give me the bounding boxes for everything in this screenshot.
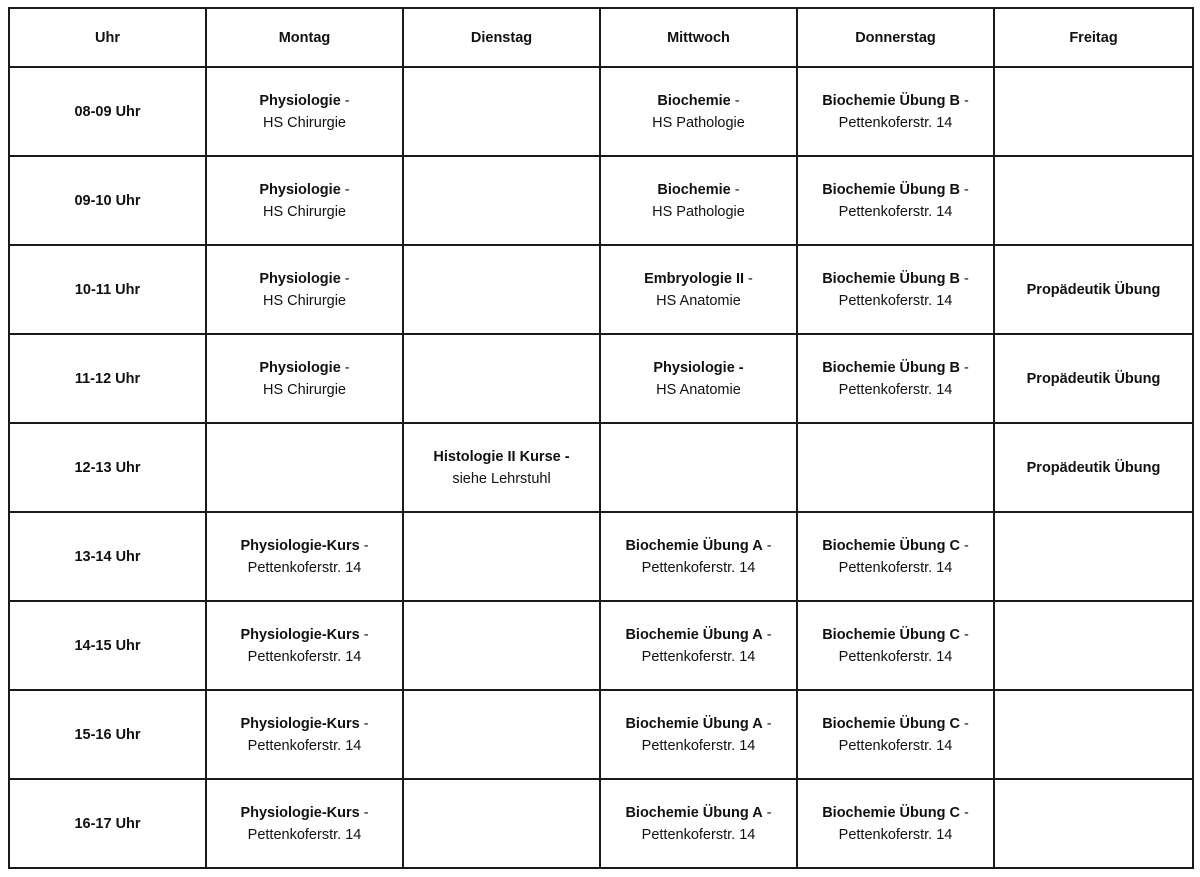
- course-location: Pettenkoferstr. 14: [247, 737, 362, 754]
- cell-friday: [994, 334, 1193, 423]
- cell-tuesday: [403, 334, 600, 423]
- time-slot-label: 11-12 Uhr: [9, 334, 206, 423]
- table-row: [9, 779, 1193, 868]
- cell-tuesday: [403, 423, 600, 512]
- course-name: Biochemie Übung B: [822, 270, 960, 287]
- cell-friday: [994, 423, 1193, 512]
- course-separator: -: [959, 626, 969, 643]
- course-line: [802, 90, 989, 112]
- cell-thursday: [797, 334, 994, 423]
- course-separator: -: [744, 270, 753, 287]
- course-location: siehe Lehrstuhl: [452, 470, 551, 487]
- header-monday: Montag: [206, 8, 403, 67]
- course-location: Pettenkoferstr. 14: [838, 381, 953, 398]
- course-line: [605, 802, 792, 824]
- course-separator: -: [340, 92, 350, 109]
- course-location: HS Anatomie: [656, 292, 741, 309]
- header-thursday: Donnerstag: [797, 8, 994, 67]
- course-separator: -: [959, 537, 969, 554]
- cell-tuesday: [403, 156, 600, 245]
- course-location: Pettenkoferstr. 14: [247, 559, 362, 576]
- course-line: [211, 713, 398, 735]
- cell-monday: [206, 334, 403, 423]
- course-line: [999, 368, 1188, 390]
- cell-wednesday: [600, 67, 797, 156]
- course-line: [211, 357, 398, 379]
- cell-tuesday: [403, 245, 600, 334]
- cell-monday: [206, 245, 403, 334]
- course-line: [605, 179, 792, 201]
- course-separator: -: [730, 92, 740, 109]
- course-name: Physiologie-Kurs: [240, 537, 360, 554]
- time-slot-label: 13-14 Uhr: [9, 512, 206, 601]
- course-location: Pettenkoferstr. 14: [247, 826, 362, 843]
- time-slot-label: 10-11 Uhr: [9, 245, 206, 334]
- cell-wednesday: [600, 690, 797, 779]
- course-separator: -: [762, 537, 772, 554]
- cell-thursday: [797, 601, 994, 690]
- course-line: [605, 90, 792, 112]
- cell-friday: [994, 156, 1193, 245]
- table-row: [9, 245, 1193, 334]
- cell-monday: [206, 601, 403, 690]
- course-separator: -: [340, 181, 350, 198]
- course-separator: -: [359, 715, 369, 732]
- cell-wednesday: [600, 334, 797, 423]
- course-location: HS Anatomie: [656, 381, 741, 398]
- course-line: [605, 713, 792, 735]
- cell-monday: [206, 690, 403, 779]
- header-time: Uhr: [9, 8, 206, 67]
- course-location: HS Chirurgie: [263, 203, 346, 220]
- time-slot-label: 12-13 Uhr: [9, 423, 206, 512]
- course-line: [605, 624, 792, 646]
- course-name: Physiologie-Kurs: [240, 804, 360, 821]
- course-line: [802, 179, 989, 201]
- course-name: Physiologie -: [653, 359, 744, 376]
- header-wednesday: Mittwoch: [600, 8, 797, 67]
- course-location: HS Chirurgie: [263, 292, 346, 309]
- cell-thursday: [797, 423, 994, 512]
- course-line: [211, 624, 398, 646]
- course-line: [802, 535, 989, 557]
- course-line: [605, 268, 792, 290]
- cell-tuesday: [403, 67, 600, 156]
- header-tuesday: Dienstag: [403, 8, 600, 67]
- course-line: [211, 179, 398, 201]
- course-name: Histologie II Kurse -: [433, 448, 570, 465]
- cell-wednesday: [600, 423, 797, 512]
- course-separator: -: [959, 715, 969, 732]
- course-name: Physiologie: [259, 359, 341, 376]
- cell-monday: [206, 156, 403, 245]
- course-name: Biochemie: [657, 92, 731, 109]
- course-line: [605, 535, 792, 557]
- time-slot-label: 16-17 Uhr: [9, 779, 206, 868]
- course-separator: -: [762, 804, 772, 821]
- course-separator: -: [762, 715, 772, 732]
- cell-monday: [206, 423, 403, 512]
- course-location: Pettenkoferstr. 14: [641, 737, 756, 754]
- table-row: [9, 156, 1193, 245]
- cell-friday: [994, 779, 1193, 868]
- course-location: Pettenkoferstr. 14: [838, 203, 953, 220]
- course-name: Physiologie-Kurs: [240, 715, 360, 732]
- cell-monday: [206, 512, 403, 601]
- course-location: Pettenkoferstr. 14: [641, 559, 756, 576]
- course-location: Pettenkoferstr. 14: [838, 559, 953, 576]
- time-slot-label: 09-10 Uhr: [9, 156, 206, 245]
- course-location: Pettenkoferstr. 14: [838, 826, 953, 843]
- course-name: Biochemie Übung C: [822, 537, 960, 554]
- course-line: [802, 713, 989, 735]
- cell-friday: [994, 67, 1193, 156]
- course-name: Embryologie II: [644, 270, 745, 287]
- cell-thursday: [797, 690, 994, 779]
- time-slot-label: 08-09 Uhr: [9, 67, 206, 156]
- course-line: [802, 802, 989, 824]
- table-row: [9, 423, 1193, 512]
- course-name: Propädeutik Übung: [1026, 281, 1161, 298]
- course-separator: -: [359, 804, 369, 821]
- course-line: [802, 268, 989, 290]
- course-line: [408, 446, 595, 468]
- course-line: [999, 279, 1188, 301]
- timetable-body: [9, 67, 1193, 868]
- course-name: Biochemie Übung C: [822, 715, 960, 732]
- cell-thursday: [797, 156, 994, 245]
- course-location: Pettenkoferstr. 14: [641, 648, 756, 665]
- header-row: [9, 8, 1193, 67]
- cell-tuesday: [403, 601, 600, 690]
- course-name: Physiologie: [259, 92, 341, 109]
- course-separator: -: [730, 181, 740, 198]
- course-line: [211, 268, 398, 290]
- course-name: Biochemie Übung A: [625, 715, 763, 732]
- course-name: Biochemie Übung B: [822, 92, 960, 109]
- course-name: Propädeutik Übung: [1026, 370, 1161, 387]
- course-separator: -: [959, 270, 969, 287]
- cell-friday: [994, 690, 1193, 779]
- cell-monday: [206, 779, 403, 868]
- cell-friday: [994, 601, 1193, 690]
- course-separator: -: [959, 359, 969, 376]
- course-name: Physiologie: [259, 270, 341, 287]
- course-line: [605, 357, 792, 379]
- table-row: [9, 601, 1193, 690]
- cell-thursday: [797, 67, 994, 156]
- course-line: [802, 624, 989, 646]
- course-location: Pettenkoferstr. 14: [838, 648, 953, 665]
- course-location: Pettenkoferstr. 14: [838, 737, 953, 754]
- cell-wednesday: [600, 245, 797, 334]
- course-location: Pettenkoferstr. 14: [247, 648, 362, 665]
- cell-thursday: [797, 245, 994, 334]
- course-location: HS Chirurgie: [263, 114, 346, 131]
- course-location: HS Pathologie: [652, 114, 745, 131]
- course-line: [999, 457, 1188, 479]
- table-row: [9, 512, 1193, 601]
- course-location: HS Pathologie: [652, 203, 745, 220]
- course-location: Pettenkoferstr. 14: [838, 114, 953, 131]
- cell-friday: [994, 512, 1193, 601]
- cell-friday: [994, 245, 1193, 334]
- course-name: Physiologie-Kurs: [240, 626, 360, 643]
- course-name: Biochemie Übung C: [822, 626, 960, 643]
- cell-wednesday: [600, 601, 797, 690]
- cell-thursday: [797, 779, 994, 868]
- table-row: [9, 67, 1193, 156]
- time-slot-label: 14-15 Uhr: [9, 601, 206, 690]
- course-line: [802, 357, 989, 379]
- course-name: Biochemie Übung B: [822, 359, 960, 376]
- course-location: Pettenkoferstr. 14: [838, 292, 953, 309]
- course-separator: -: [959, 181, 969, 198]
- table-row: [9, 334, 1193, 423]
- cell-tuesday: [403, 779, 600, 868]
- course-name: Biochemie Übung A: [625, 804, 763, 821]
- cell-wednesday: [600, 779, 797, 868]
- timetable: [8, 7, 1194, 869]
- course-location: HS Chirurgie: [263, 381, 346, 398]
- course-separator: -: [340, 270, 350, 287]
- time-slot-label: 15-16 Uhr: [9, 690, 206, 779]
- course-separator: -: [762, 626, 772, 643]
- course-name: Biochemie Übung A: [625, 537, 763, 554]
- cell-wednesday: [600, 156, 797, 245]
- course-separator: -: [340, 359, 350, 376]
- table-row: [9, 690, 1193, 779]
- header-friday: Freitag: [994, 8, 1193, 67]
- course-separator: -: [959, 92, 969, 109]
- course-separator: -: [359, 537, 369, 554]
- course-name: Biochemie Übung C: [822, 804, 960, 821]
- course-name: Physiologie: [259, 181, 341, 198]
- cell-tuesday: [403, 690, 600, 779]
- course-line: [211, 535, 398, 557]
- course-separator: -: [959, 804, 969, 821]
- course-separator: -: [359, 626, 369, 643]
- course-name: Biochemie: [657, 181, 731, 198]
- course-location: Pettenkoferstr. 14: [641, 826, 756, 843]
- course-name: Biochemie Übung A: [625, 626, 763, 643]
- course-name: Propädeutik Übung: [1026, 459, 1161, 476]
- course-line: [211, 90, 398, 112]
- course-line: [211, 802, 398, 824]
- cell-thursday: [797, 512, 994, 601]
- cell-wednesday: [600, 512, 797, 601]
- cell-monday: [206, 67, 403, 156]
- course-name: Biochemie Übung B: [822, 181, 960, 198]
- cell-tuesday: [403, 512, 600, 601]
